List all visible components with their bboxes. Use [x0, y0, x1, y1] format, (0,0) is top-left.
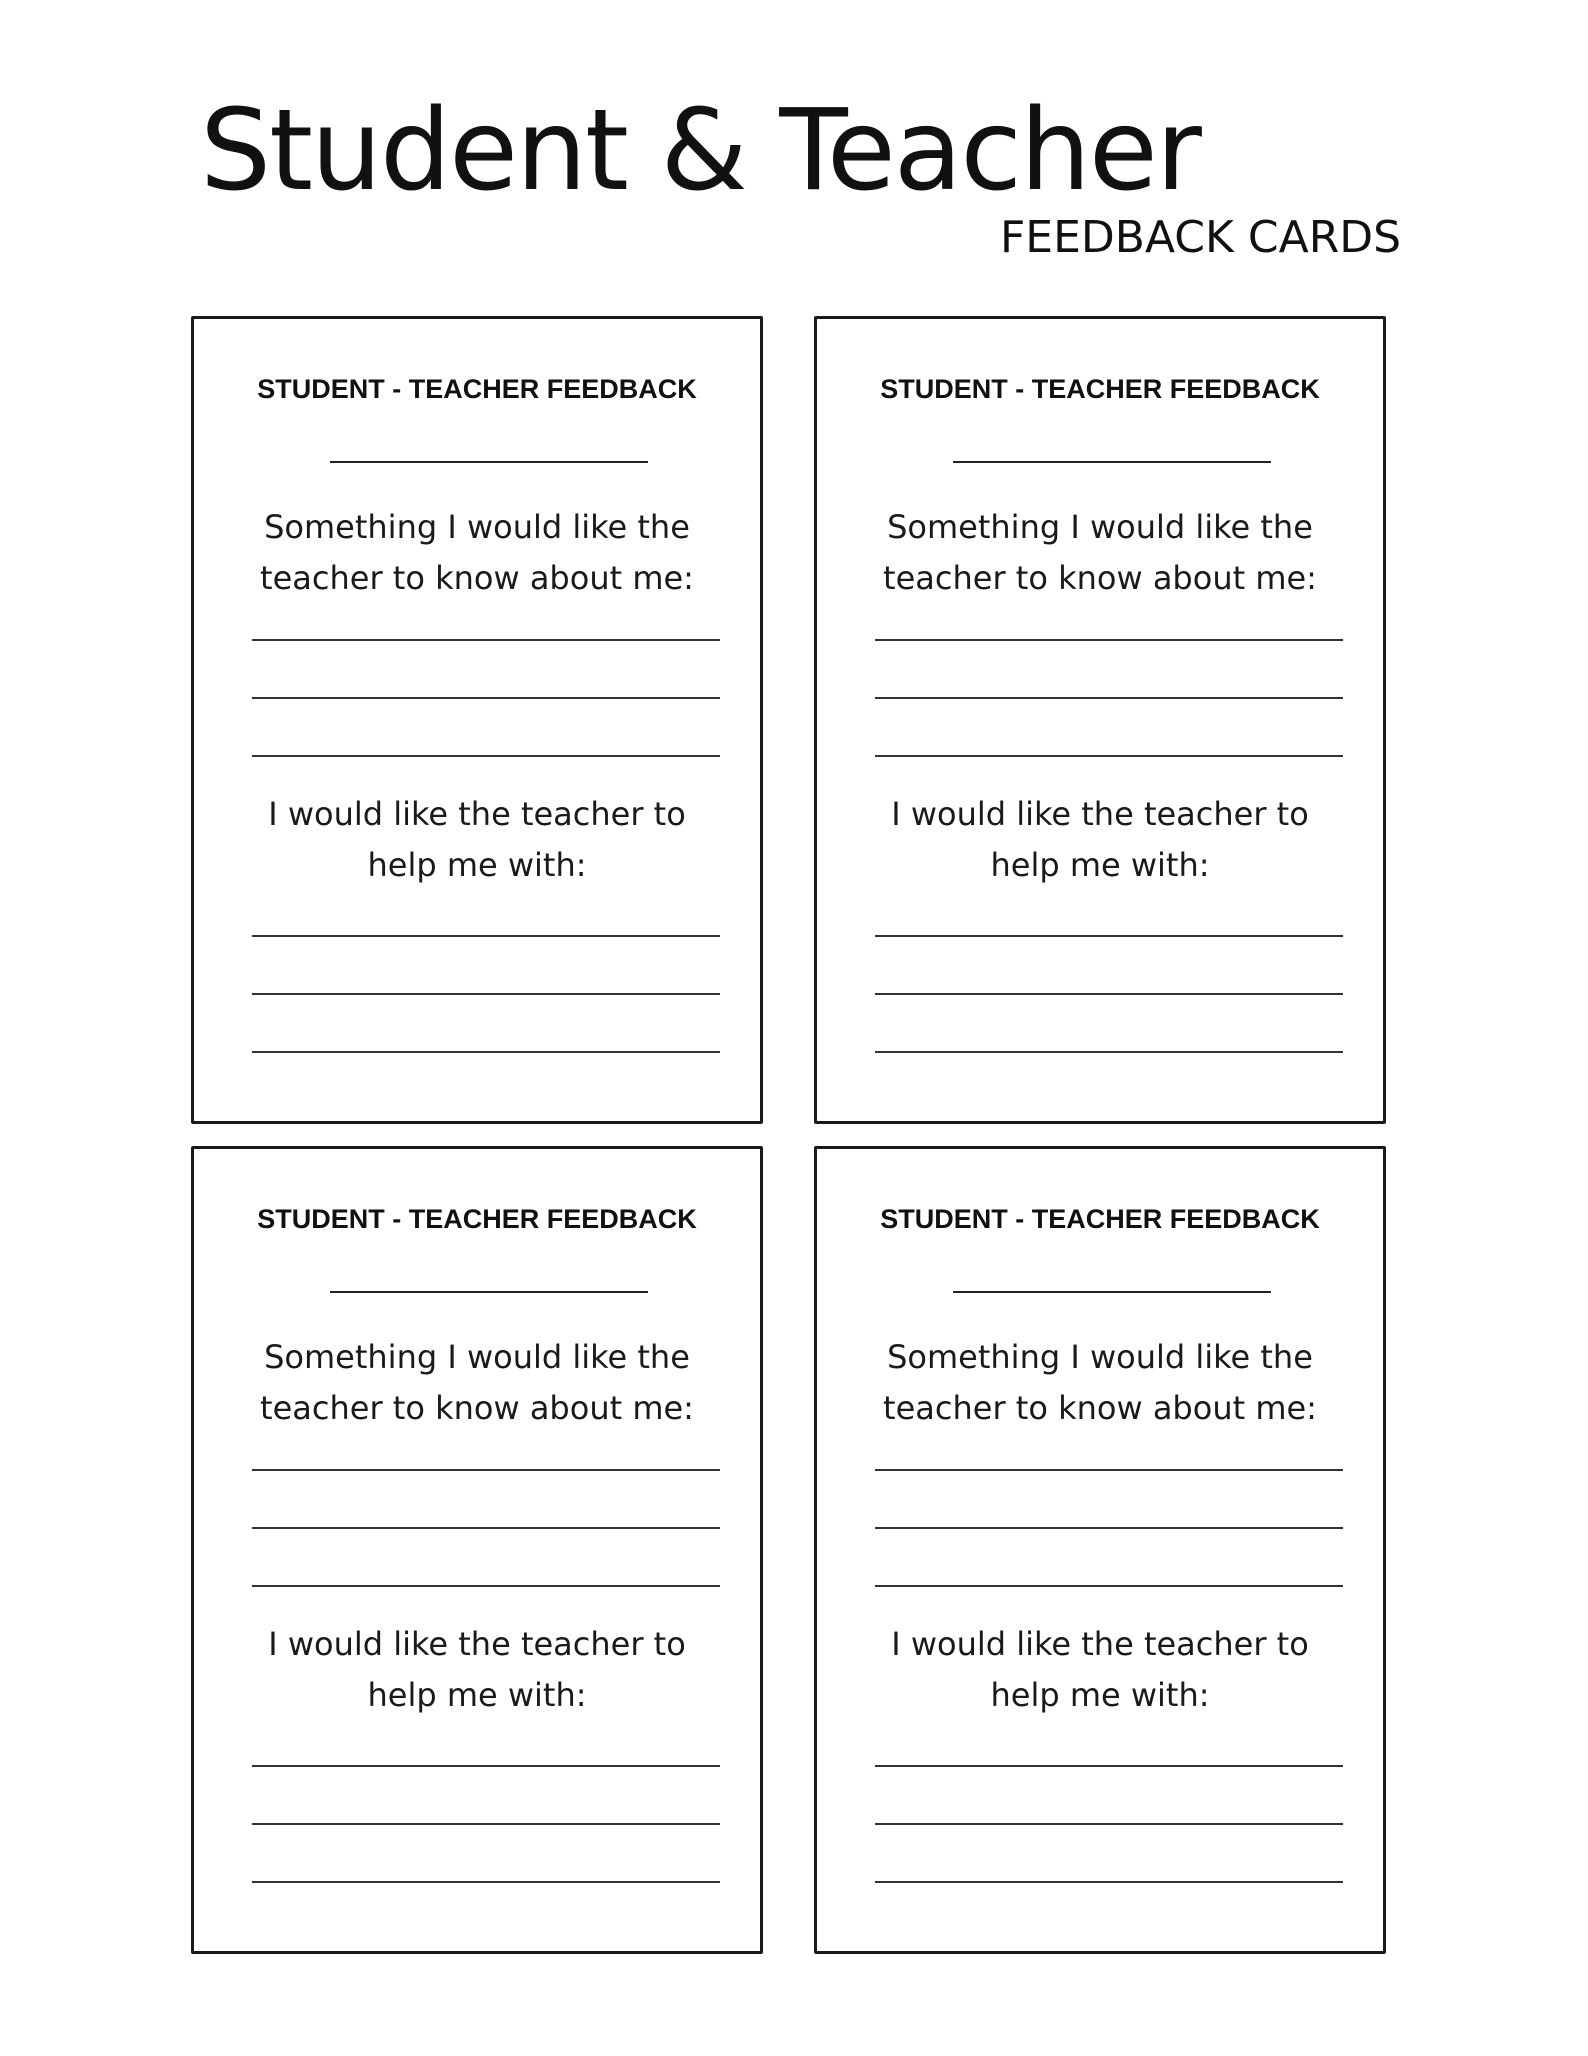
- card-heading: STUDENT - TEACHER FEEDBACK: [257, 1204, 697, 1234]
- prompt-know-about-me: [194, 1332, 760, 1434]
- answer-line[interactable]: [252, 1881, 720, 1883]
- answer-line[interactable]: [252, 639, 720, 641]
- prompt-know-about-me: [817, 1332, 1383, 1434]
- answer-line[interactable]: [875, 1765, 1343, 1767]
- prompt-line: I would like the teacher to: [891, 1625, 1309, 1663]
- prompt-line: Something I would like the: [887, 1338, 1313, 1376]
- feedback-card: [814, 1146, 1386, 1954]
- prompt-line: I would like the teacher to: [891, 795, 1309, 833]
- prompt-line: teacher to know about me:: [260, 1389, 694, 1427]
- answer-line[interactable]: [875, 993, 1343, 995]
- page-subtitle: FEEDBACK CARDS: [1000, 212, 1402, 263]
- prompt-help-me-with: [817, 789, 1383, 891]
- answer-line[interactable]: [875, 697, 1343, 699]
- name-line[interactable]: [330, 1291, 648, 1293]
- answer-line[interactable]: [252, 1823, 720, 1825]
- prompt-line: help me with:: [990, 846, 1210, 884]
- answer-line[interactable]: [875, 755, 1343, 757]
- answer-line[interactable]: [875, 639, 1343, 641]
- prompt-help-me-with: [817, 1619, 1383, 1721]
- card-heading: STUDENT - TEACHER FEEDBACK: [880, 1204, 1320, 1234]
- answer-line[interactable]: [252, 1469, 720, 1471]
- answer-line[interactable]: [252, 935, 720, 937]
- answer-line[interactable]: [252, 1765, 720, 1767]
- answer-line[interactable]: [875, 935, 1343, 937]
- prompt-line: help me with:: [990, 1676, 1210, 1714]
- prompt-know-about-me: [194, 502, 760, 604]
- prompt-line: help me with:: [367, 1676, 587, 1714]
- card-heading: STUDENT - TEACHER FEEDBACK: [257, 374, 697, 404]
- answer-line[interactable]: [252, 697, 720, 699]
- answer-line[interactable]: [875, 1527, 1343, 1529]
- prompt-line: I would like the teacher to: [268, 795, 686, 833]
- feedback-card: [191, 1146, 763, 1954]
- page-title: Student & Teacher: [200, 86, 1200, 216]
- prompt-line: teacher to know about me:: [883, 1389, 1317, 1427]
- prompt-line: teacher to know about me:: [260, 559, 694, 597]
- answer-line[interactable]: [252, 1585, 720, 1587]
- prompt-line: I would like the teacher to: [268, 1625, 686, 1663]
- prompt-help-me-with: [194, 1619, 760, 1721]
- prompt-line: Something I would like the: [264, 1338, 690, 1376]
- answer-line[interactable]: [252, 1527, 720, 1529]
- name-line[interactable]: [330, 461, 648, 463]
- prompt-know-about-me: [817, 502, 1383, 604]
- prompt-line: Something I would like the: [887, 508, 1313, 546]
- prompt-line: teacher to know about me:: [883, 559, 1317, 597]
- feedback-card: [814, 316, 1386, 1124]
- answer-line[interactable]: [252, 993, 720, 995]
- answer-line[interactable]: [875, 1823, 1343, 1825]
- answer-line[interactable]: [252, 755, 720, 757]
- answer-line[interactable]: [875, 1585, 1343, 1587]
- answer-line[interactable]: [875, 1469, 1343, 1471]
- answer-line[interactable]: [875, 1881, 1343, 1883]
- prompt-line: Something I would like the: [264, 508, 690, 546]
- answer-line[interactable]: [875, 1051, 1343, 1053]
- name-line[interactable]: [953, 461, 1271, 463]
- prompt-line: help me with:: [367, 846, 587, 884]
- name-line[interactable]: [953, 1291, 1271, 1293]
- prompt-help-me-with: [194, 789, 760, 891]
- card-heading: STUDENT - TEACHER FEEDBACK: [880, 374, 1320, 404]
- feedback-card: [191, 316, 763, 1124]
- answer-line[interactable]: [252, 1051, 720, 1053]
